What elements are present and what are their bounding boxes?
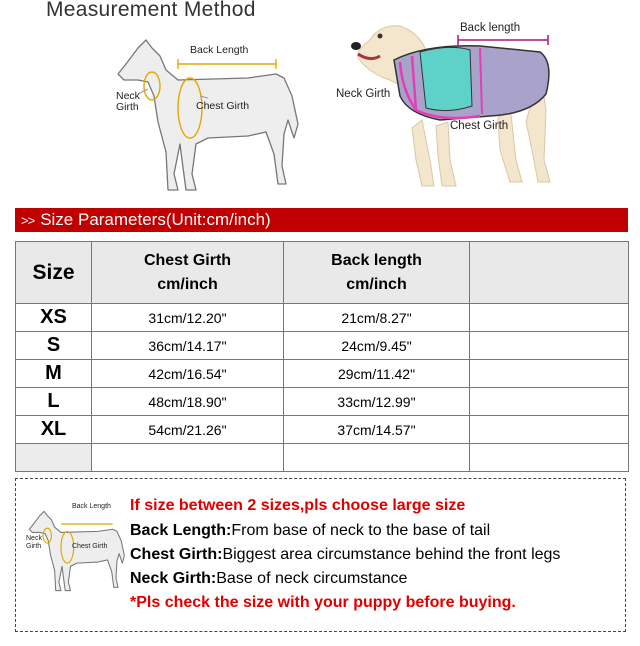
dog-sketch-illustration: [108, 34, 320, 200]
size-cell: XL: [16, 416, 92, 444]
table-row: [16, 332, 629, 360]
back-length-column-header: Back length cm/inch: [284, 242, 470, 304]
empty-column-header: [470, 242, 629, 304]
table-row: [16, 416, 629, 444]
back-length-note: Back Length:From base of neck to the base of tail: [130, 522, 491, 539]
empty-cell: [470, 444, 629, 472]
empty-cell: [470, 416, 629, 444]
empty-cell: [470, 304, 629, 332]
size-cell: S: [16, 332, 92, 360]
dog-coat-icon: [330, 10, 630, 192]
chest-girth-column-header: Chest Girth cm/inch: [92, 242, 284, 304]
size-table: [15, 232, 629, 472]
small-neck-label: Neck: [26, 535, 42, 542]
chest-girth-cell: 48cm/18.90": [92, 388, 284, 416]
page-title: Measurement Method: [46, 0, 256, 21]
size-tip: If size between 2 sizes,pls choose large size: [130, 497, 466, 514]
sketch-neck-label: Neck: [116, 90, 140, 102]
photo-chest-girth-label: Chest Girth: [450, 120, 509, 132]
dog-sketch-small-illustration: [24, 497, 136, 607]
dog-outline-small-icon: [24, 497, 136, 607]
size-cell: XS: [16, 304, 92, 332]
sketch-back-length-label: Back Length: [190, 44, 249, 56]
photo-neck-girth-label: Neck Girth: [336, 88, 391, 100]
dog-photo-illustration: [330, 10, 630, 192]
back-length-cell: 21cm/8.27": [284, 304, 470, 332]
back-length-cell: 29cm/11.42": [284, 360, 470, 388]
table-row: [16, 360, 629, 388]
empty-cell: [92, 444, 284, 472]
back-length-cell: 33cm/12.99": [284, 388, 470, 416]
small-chest-girth-label: Chest Girth: [72, 543, 108, 550]
chest-girth-cell: 31cm/12.20": [92, 304, 284, 332]
empty-cell: [470, 388, 629, 416]
size-parameters-header: [15, 208, 628, 232]
chest-girth-note: Chest Girth:Biggest area circumstance behind the front legs: [130, 546, 561, 563]
empty-cell: [470, 332, 629, 360]
dog-outline-icon: [108, 34, 320, 200]
back-length-cell: 37cm/14.57": [284, 416, 470, 444]
sketch-chest-girth-label: Chest Girth: [196, 100, 250, 112]
measurement-notes-box: [15, 478, 626, 632]
photo-back-length-label: Back length: [460, 22, 521, 34]
table-header-row: [16, 242, 629, 304]
table-row: [16, 388, 629, 416]
chest-girth-cell: 42cm/16.54": [92, 360, 284, 388]
small-back-length-label: Back Length: [72, 503, 111, 510]
small-girth-label: Girth: [26, 543, 42, 550]
sketch-girth-label: Girth: [116, 101, 139, 113]
size-cell: M: [16, 360, 92, 388]
chest-girth-cell: 36cm/14.17": [92, 332, 284, 360]
neck-girth-note: Neck Girth:Base of neck circumstance: [130, 570, 408, 587]
size-parameters-title: Size Parameters(Unit:cm/inch): [40, 210, 271, 229]
back-length-cell: 24cm/9.45": [284, 332, 470, 360]
size-cell: L: [16, 388, 92, 416]
table-row: [16, 304, 629, 332]
size-column-header: Size: [16, 242, 92, 304]
empty-cell: [470, 360, 629, 388]
empty-cell: [16, 444, 92, 472]
empty-cell: [284, 444, 470, 472]
table-row-empty: [16, 444, 629, 472]
double-chevron-right-icon: >>: [21, 213, 35, 228]
size-check-warning: *Pls check the size with your puppy before buying.: [130, 594, 516, 611]
chest-girth-cell: 54cm/21.26": [92, 416, 284, 444]
